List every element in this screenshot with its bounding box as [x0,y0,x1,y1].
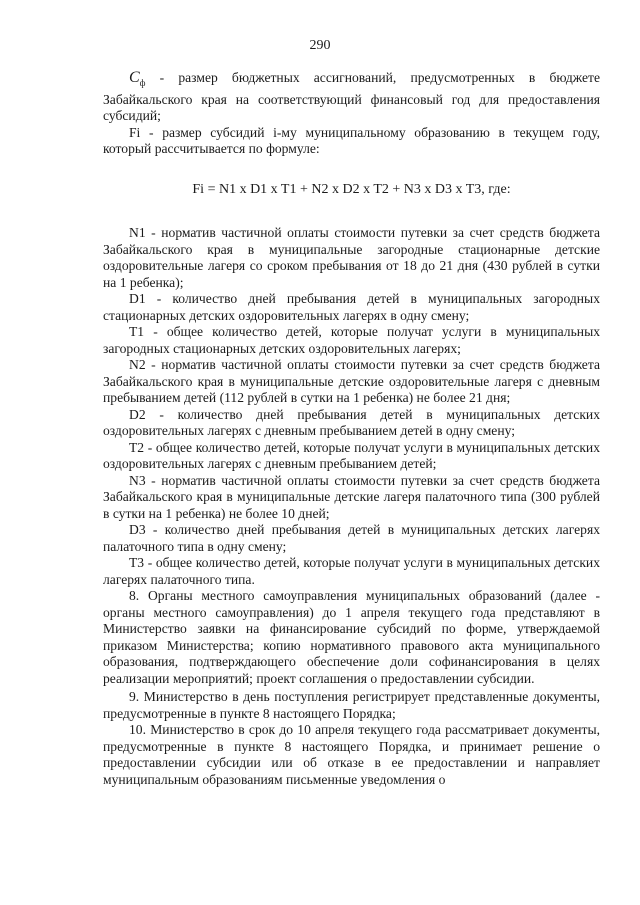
paragraph-d3: D3 - количество дней пребывания детей в муниципальных детских лагерях палаточного типа в одну смену; [103,522,600,554]
paragraph-n3: N3 - норматив частичной оплаты стоимости путевки за счет средств бюджета Забайкальского края в муниципальные детские лагеря палаточного типа (300 рублей в сутки на 1 ребенка) не более 10 дней; [103,472,600,521]
page-number: 290 [309,38,331,53]
paragraph-fi-definition: Fi - размер субсидий i-му муниципальному образованию в текущем году, который рассчитывается по формуле: [103,124,600,157]
subsidy-formula: Fi = N1 x D1 x T1 + N2 x D2 x T2 + N3 x D3 x T3, где: [192,181,511,197]
paragraph-t3: Т3 - общее количество детей, которые получат услуги в муниципальных детских лагерях палаточного типа. [103,555,600,587]
paragraph-item-9: 9. Министерство в день поступления регистрирует представленные документы, предусмотренные в пункте 8 настоящего Порядка; [103,689,600,721]
paragraph-c-definition: $С_ф$ - размер бюджетных ассигнований, предусмотренных в бюджете Забайкальского края на соответствующий финансовый год для предоставления субсидий; [103,69,600,124]
paragraph-t1: Т1 - общее количество детей, которые получат услуги в муниципальных загородных стационарных детских оздоровительных лагерях; [103,324,600,356]
paragraph-item-8: 8. Органы местного самоуправления муниципальных образований (далее - органы местного самоуправления) до 1 апреля текущего года представляют в Министерство заявки на финансирование субсидий по форме, утверждаемой приказом Министерства; копию нормативного правового акта муниципального образования, подтверждающего обеспечение доли софинансирования в целях реализации мероприятий; проект соглашения о предоставлении субсидии. [103,588,600,686]
paragraph-t2: Т2 - общее количество детей, которые получат услуги в муниципальных детских оздоровительных лагерях с дневным пребыванием детей; [103,439,600,472]
paragraph-item-10: 10. Министерство в срок до 10 апреля текущего года рассматривает документы, предусмотренные в пункте 8 настоящего Порядка, и принимает решение о предоставлении субсидии или об отказе в ее предоставлении и направляет муниципальным образованиям письменные уведомления о [103,722,600,787]
c-symbol: $С_ф$ [129,69,146,89]
paragraph-d2: D2 - количество дней пребывания детей в муниципальных детских оздоровительных лагерях с дневным пребыванием детей в одну смену; [103,406,600,439]
paragraph-n2: N2 - норматив частичной оплаты стоимости путевки за счет средств бюджета Забайкальского края в муниципальные детские оздоровительные лагеря с дневным пребыванием детей (112 рублей в сутки на 1 ребенка) не более 21 дня; [103,357,600,406]
paragraph-d1: D1 - количество дней пребывания детей в муниципальных загородных стационарных детских оздоровительных лагерях в одну смену; [103,291,600,323]
document-body [103,70,600,788]
paragraph-n1: N1 - норматив частичной оплаты стоимости путевки за счет средств бюджета Забайкальского края в муниципальные загородные стационарные детские оздоровительные лагеря со сроком пребывания от 18 до 21 дня (430 рублей в сутки на 1 ребенка); [103,225,600,290]
